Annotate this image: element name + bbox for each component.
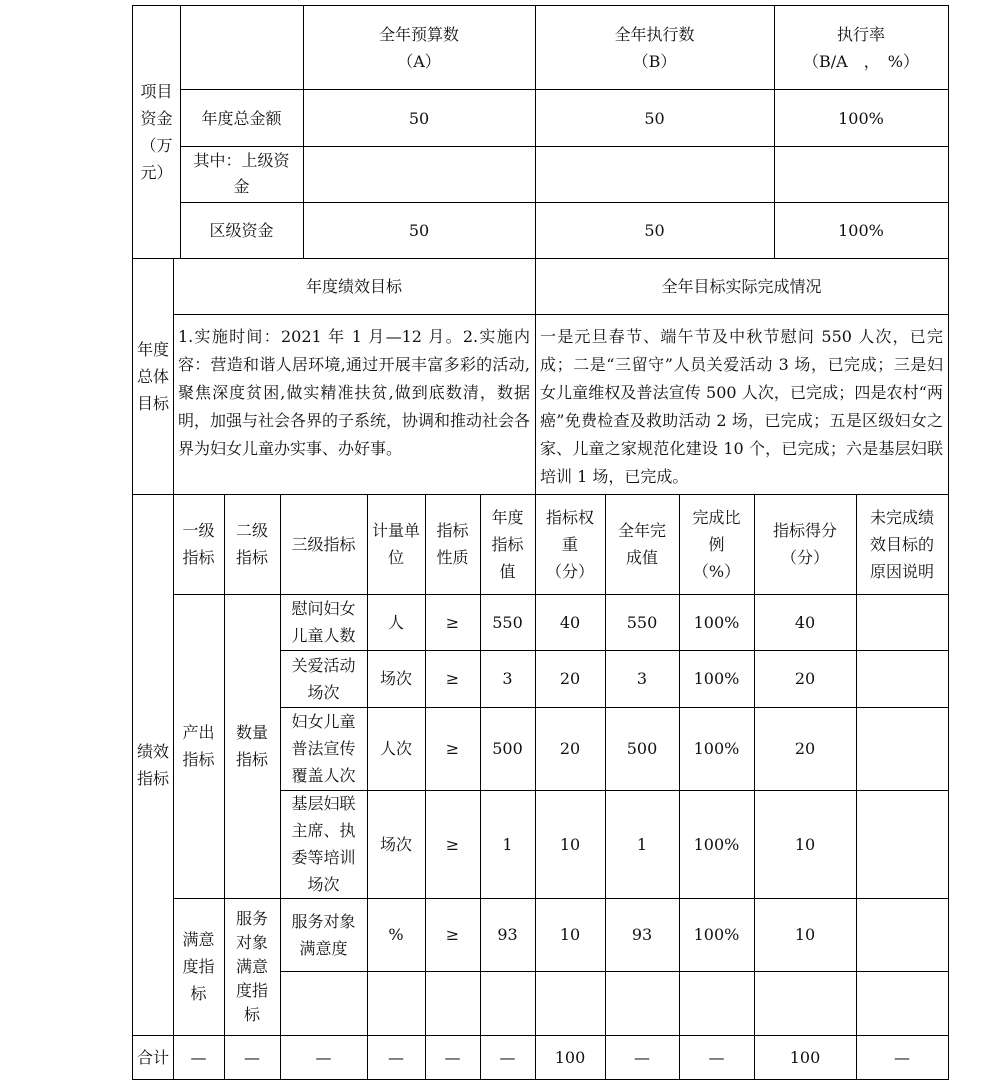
row1-nature: ≥	[445, 612, 460, 632]
satisfaction-name: 服务对象 满意度	[291, 911, 356, 958]
row1-reason	[856, 594, 948, 650]
row3-name: 妇女儿童 普法宣传 覆盖人次	[291, 712, 356, 785]
table-divider	[173, 594, 949, 595]
table-divider	[535, 494, 536, 1080]
header-reason: 未完成绩 效目标的 原因说明	[869, 507, 934, 581]
total-dash: —	[499, 1048, 516, 1067]
table-divider	[173, 258, 174, 1035]
table-divider	[280, 971, 949, 972]
table-divider	[133, 1035, 949, 1036]
table-divider	[480, 494, 481, 1080]
row3-target: 500	[492, 739, 523, 758]
row2-ratio: 100%	[693, 669, 740, 688]
row3-weight: 20	[559, 739, 581, 758]
table-divider	[133, 494, 949, 495]
total-dash: —	[190, 1048, 207, 1067]
table-divider	[535, 258, 536, 494]
table-divider	[224, 494, 225, 1080]
row4-score: 10	[794, 834, 816, 854]
satisfaction-indicator-label: 满意 度指 标	[182, 930, 215, 1003]
service-satisfaction-label: 服务 对象 满意 度指 标	[235, 908, 268, 1024]
header-level1: 一级 指标	[182, 521, 215, 567]
row2-nature: ≥	[445, 669, 460, 688]
table-divider	[303, 5, 304, 258]
satisfaction-target: 93	[497, 925, 518, 944]
header-nature: 指标 性质	[436, 521, 469, 567]
satisfaction-reason	[856, 898, 948, 971]
header-score: 指标得分 （分）	[772, 521, 837, 567]
satisfaction-score: 10	[794, 925, 816, 944]
row3-actual: 500	[626, 739, 658, 758]
table-divider	[280, 707, 949, 708]
header-actual: 全年完 成值	[617, 521, 666, 567]
table-divider	[754, 494, 755, 1080]
satisfaction-ratio: 100%	[693, 925, 740, 944]
row3-ratio: 100%	[693, 739, 740, 758]
satisfaction-unit: %	[388, 925, 404, 944]
table-divider	[280, 650, 949, 651]
header-level2: 二级 指标	[235, 521, 268, 567]
row1-name: 慰问妇女 儿童人数	[291, 599, 356, 645]
table-divider	[367, 494, 368, 1080]
annual-completion-text: 一是元旦春节、端午节及中秋节慰问 550 人次，已完成；二是“三留守”人员关爱活动 3 场，已完成；三是妇女儿童维权及普法宣传 500 人次，已完成；四是农村“两癌”免费检查及救助活动 2 场，已完成；五是区级妇女之家、儿童之家规范化建设 10 个，已完成；六是基层妇联培训 1 场，已完成。	[540, 327, 943, 486]
row4-weight: 10	[559, 834, 581, 854]
table-divider	[280, 494, 281, 1080]
row3-reason	[856, 707, 948, 790]
table-divider	[133, 258, 949, 259]
total-label: 合计	[136, 1048, 169, 1067]
budget-header: 全年预算数 （A）	[378, 25, 459, 71]
table-divider	[180, 5, 181, 258]
row4-actual: 1	[636, 834, 648, 854]
table-divider	[173, 314, 949, 315]
total-dash: —	[708, 1048, 725, 1067]
header-target: 年度 指标 值	[491, 507, 524, 581]
row4-ratio: 100%	[693, 834, 740, 854]
rate-header: 执行率 （B/A ， %）	[803, 25, 919, 71]
header-level3: 三级指标	[291, 534, 356, 554]
table-divider	[535, 5, 536, 258]
superior-funds-budget	[303, 146, 535, 202]
row2-unit: 场次	[379, 669, 412, 688]
district-funds-label: 区级资金	[209, 220, 274, 240]
total-dash: —	[244, 1048, 260, 1067]
district-funds-rate: 100%	[838, 220, 884, 240]
satisfaction-nature: ≥	[445, 925, 460, 944]
total-dash: —	[634, 1048, 650, 1067]
row1-ratio: 100%	[693, 612, 740, 632]
annual-goal-group-label: 年度 总体 目标	[136, 339, 169, 413]
annual-goal-right-header: 全年目标实际完成情况	[661, 277, 822, 296]
table-divider	[774, 5, 775, 258]
table-divider	[605, 494, 606, 1080]
table-divider	[180, 89, 949, 90]
table-divider	[180, 202, 949, 203]
row2-name: 关爱活动 场次	[291, 655, 356, 702]
table-border	[133, 5, 949, 6]
row1-weight: 40	[559, 612, 581, 632]
annual-total-executed: 50	[644, 108, 665, 128]
row1-actual: 550	[626, 612, 658, 632]
district-funds-executed: 50	[644, 220, 665, 240]
funding-group-label: 项目 资金 （万 元）	[140, 82, 173, 182]
annual-goal-left-header: 年度绩效目标	[305, 277, 402, 296]
row2-weight: 20	[559, 669, 581, 688]
output-indicator-label: 产出 指标	[182, 723, 215, 769]
total-score: 100	[789, 1048, 821, 1067]
superior-funds-rate	[774, 146, 948, 202]
annual-total-rate: 100%	[838, 108, 884, 128]
table-divider	[425, 494, 426, 1080]
row2-actual: 3	[636, 669, 648, 688]
annual-goal-text: 1.实施时间：2021 年 1 月—12 月。2.实施内容：营造和谐人居环境,通过开展丰富多彩的活动,聚焦深度贫困,做实精准扶贫,做到底数清，数据明，加强与社会各界的子系统，协调和推动社会各界为妇女儿童办实事、办好事。	[178, 327, 531, 458]
header-weight: 指标权 重 （分）	[545, 507, 594, 581]
superior-funds-executed	[535, 146, 774, 202]
table-divider	[180, 146, 949, 147]
row3-nature: ≥	[445, 739, 460, 758]
table-divider	[173, 898, 949, 899]
row4-nature: ≥	[445, 834, 460, 854]
header-unit: 计量单 位	[371, 521, 420, 567]
row4-name: 基层妇联 主席、执 委等培训 场次	[291, 794, 356, 894]
satisfaction-actual: 93	[631, 925, 653, 944]
row1-score: 40	[794, 612, 816, 632]
satisfaction-weight: 10	[559, 925, 581, 944]
row1-target: 550	[492, 612, 523, 632]
row4-reason	[856, 790, 948, 898]
row1-unit: 人	[387, 612, 404, 632]
annual-total-label: 年度总金额	[201, 108, 282, 128]
total-dash: —	[315, 1048, 332, 1067]
table-divider	[280, 790, 949, 791]
row4-target: 1	[502, 834, 513, 854]
total-dash: —	[894, 1048, 910, 1067]
district-funds-budget: 50	[408, 220, 430, 240]
row2-reason	[856, 650, 948, 707]
table-border	[948, 5, 949, 1080]
indicators-group-label: 绩效 指标	[136, 741, 169, 788]
row2-target: 3	[502, 669, 513, 688]
table-border	[132, 5, 133, 1080]
table-divider	[856, 494, 857, 1080]
annual-total-budget: 50	[408, 108, 430, 128]
table-divider	[679, 494, 680, 1080]
table-divider	[173, 1035, 174, 1080]
row4-unit: 场次	[379, 834, 412, 854]
executed-header: 全年执行数 （B）	[614, 25, 695, 71]
header-ratio: 完成比 例 （%）	[692, 507, 741, 581]
total-dash: —	[444, 1048, 461, 1067]
total-dash: —	[388, 1048, 404, 1067]
row3-score: 20	[794, 739, 816, 758]
quantity-indicator-label: 数量 指标	[235, 723, 268, 769]
row2-score: 20	[794, 669, 816, 688]
superior-funds-label: 其中：上级资 金	[193, 151, 290, 196]
total-weight: 100	[554, 1048, 586, 1067]
row3-unit: 人次	[379, 739, 412, 758]
